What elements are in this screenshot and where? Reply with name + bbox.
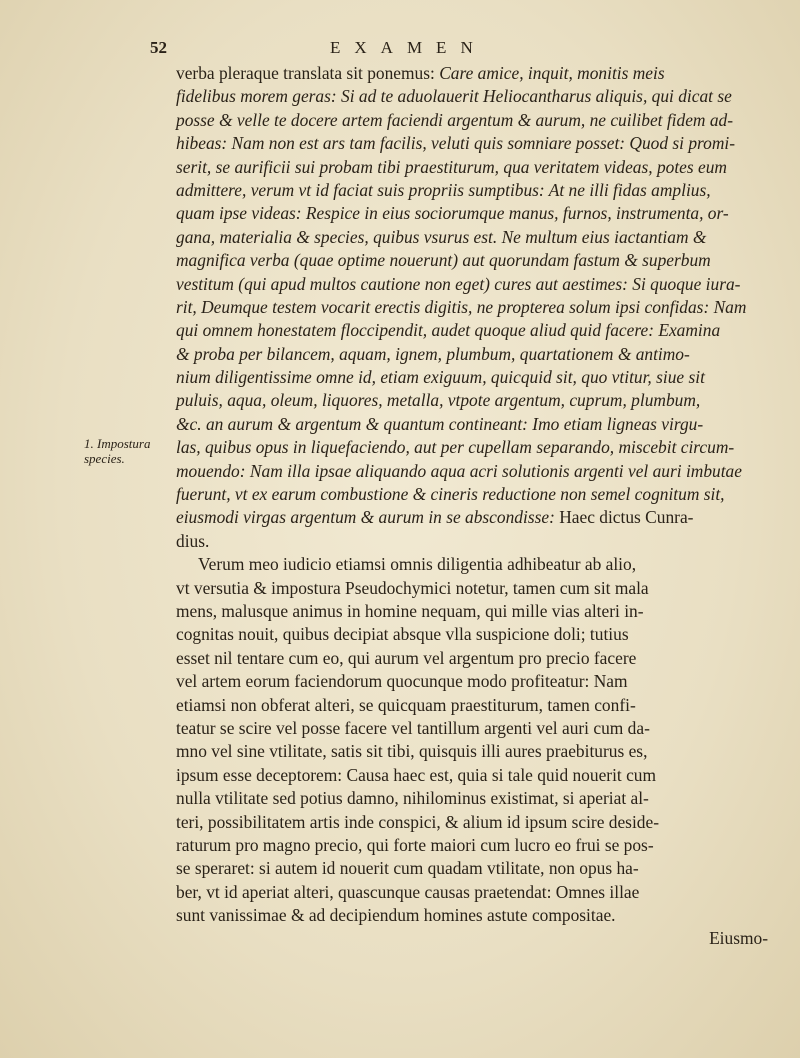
- text-line: cognitas nouit, quibus decipiat absque vlla suspicione doli; tutius: [176, 624, 629, 645]
- text-line: [176, 319, 780, 342]
- italic-run: & proba per bilancem, aquam, ignem, plumbum, quartationem & antimo-: [176, 343, 690, 364]
- text-line: [176, 530, 780, 553]
- text-line: vt versutia & impostura Pseudochymici notetur, tamen cum sit mala: [176, 577, 649, 598]
- text-line: [176, 179, 780, 202]
- text-line: [176, 85, 780, 108]
- italic-run: mouendo: Nam illa ipsae aliquando aqua acri solutionis argenti vel auri imbutae: [176, 460, 742, 481]
- page-number: 52: [150, 38, 167, 57]
- italic-run: eiusmodi virgas argentum & aurum in se abscondisse:: [176, 507, 560, 528]
- text-line: vel artem eorum faciendorum quocunque modo profiteatur: Nam: [176, 671, 628, 692]
- text-line: nulla vtilitate sed potius damno, nihilominus existimat, si aperiat al-: [176, 788, 649, 809]
- italic-run: &c. an aurum & argentum & quantum contineant: Imo etiam ligneas virgu-: [176, 413, 704, 434]
- text-line: Verum meo iudicio etiamsi omnis diligentia adhibeatur ab alio,: [198, 554, 637, 575]
- catchword: Eiusmo-: [709, 928, 768, 949]
- margin-note: [84, 436, 174, 466]
- page-header: [150, 38, 710, 64]
- italic-run: magnifica verba (quae optime nouerunt) aut quorundam fastum & superbum: [176, 250, 711, 271]
- margin-note-line: 1. Impostura: [84, 436, 151, 451]
- text-line: teatur se scire vel posse facere vel tantillum argenti vel auri cum da-: [176, 717, 650, 738]
- text-line: [176, 249, 780, 272]
- italic-run: rit, Deumque testem vocarit erectis digitis, ne propterea solum ipsi confidas: Nam: [176, 296, 747, 317]
- text-line: mens, malusque animus in homine nequam, qui mille vias alteri in-: [176, 600, 644, 621]
- roman-run: dius.: [176, 530, 210, 551]
- text-line: esset nil tentare cum eo, qui aurum vel argentum pro precio facere: [176, 647, 637, 668]
- body-text: [176, 62, 780, 951]
- italic-run: puluis, aqua, oleum, liquores, metalla, vtpote argentum, cuprum, plumbum,: [176, 390, 701, 411]
- text-line: mno vel sine vtilitate, satis sit tibi, quisquis illi aures praebiturus es,: [176, 741, 648, 762]
- text-line: [176, 366, 780, 389]
- margin-note-line: species.: [84, 451, 125, 466]
- roman-run: Haec dictus Cunra-: [559, 507, 694, 528]
- roman-run: verba pleraque translata sit ponemus:: [176, 63, 440, 83]
- italic-run: hibeas: Nam non est ars tam facilis, veluti quis somniare posset: Quod si promi-: [176, 133, 736, 154]
- italic-run: posse & velle te docere artem faciendi argentum & aurum, ne cuilibet fidem ad-: [176, 109, 734, 130]
- text-line: ber, vt id aperiat alteri, quascunque causas praetendat: Omnes illae: [176, 881, 640, 902]
- paragraph-commentary: [176, 553, 780, 927]
- text-line: [176, 273, 780, 296]
- italic-run: qui omnem honestatem floccipendit, audet quoque aliud quid facere: Examina: [176, 320, 721, 341]
- italic-run: serit, se aurificii sui probam tibi praestiturum, qua veritatem videas, potes eum: [176, 156, 727, 177]
- text-line: etiamsi non obferat alteri, se quicquam praestiturum, tamen confi-: [176, 694, 636, 715]
- italic-run: gana, materialia & species, quibus vsurus est. Ne multum eius iactantiam &: [176, 226, 707, 247]
- text-line: [176, 109, 780, 132]
- italic-run: las, quibus opus in liquefaciendo, aut per cupellam separando, miscebit circum-: [176, 437, 735, 458]
- text-line: [176, 62, 780, 85]
- text-line: ipsum esse deceptorem: Causa haec est, quia si tale quid nouerit cum: [176, 764, 657, 785]
- text-line: [176, 436, 780, 459]
- running-head: EXAMEN: [330, 38, 487, 57]
- text-line: [176, 202, 780, 225]
- text-line: sunt vanissimae & ad decipiendum homines astute compositae.: [176, 905, 616, 926]
- text-line: teri, possibilitatem artis inde conspici, & alium id ipsum scire deside-: [176, 811, 659, 832]
- text-line: [176, 296, 780, 319]
- text-line: [176, 156, 780, 179]
- text-line: [176, 413, 780, 436]
- text-line: [176, 132, 780, 155]
- text-line: raturum pro magno precio, qui forte maiori cum lucro eo frui se pos-: [176, 834, 654, 855]
- paragraph-quotation: [176, 62, 780, 553]
- italic-run: quam ipse videas: Respice in eius sociorumque manus, furnos, instrumenta, or-: [176, 203, 729, 224]
- italic-run: nium diligentissime omne id, etiam exiguum, quicquid sit, quo vtitur, siue sit: [176, 367, 705, 388]
- text-line: [176, 460, 780, 483]
- italic-run: fuerunt, vt ex earum combustione & cineris reductione non semel cognitum sit,: [176, 484, 725, 505]
- italic-run: Care amice, inquit, monitis meis: [439, 63, 665, 83]
- italic-run: fidelibus morem geras: Si ad te aduolauerit Heliocantharus aliquis, qui dicat se: [176, 86, 732, 107]
- text-line: [176, 389, 780, 412]
- text-line: se speraret: si autem id nouerit cum quadam vtilitate, non opus ha-: [176, 858, 639, 879]
- text-line: [176, 506, 780, 529]
- text-line: [176, 226, 780, 249]
- text-line: [176, 483, 780, 506]
- italic-run: vestitum (qui apud multos cautione non eget) cures aut aestimes: Si quoque iura-: [176, 273, 741, 294]
- italic-run: admittere, verum vt id faciat suis propriis sumptibus: At ne illi fidas amplius,: [176, 179, 711, 200]
- text-line: [176, 343, 780, 366]
